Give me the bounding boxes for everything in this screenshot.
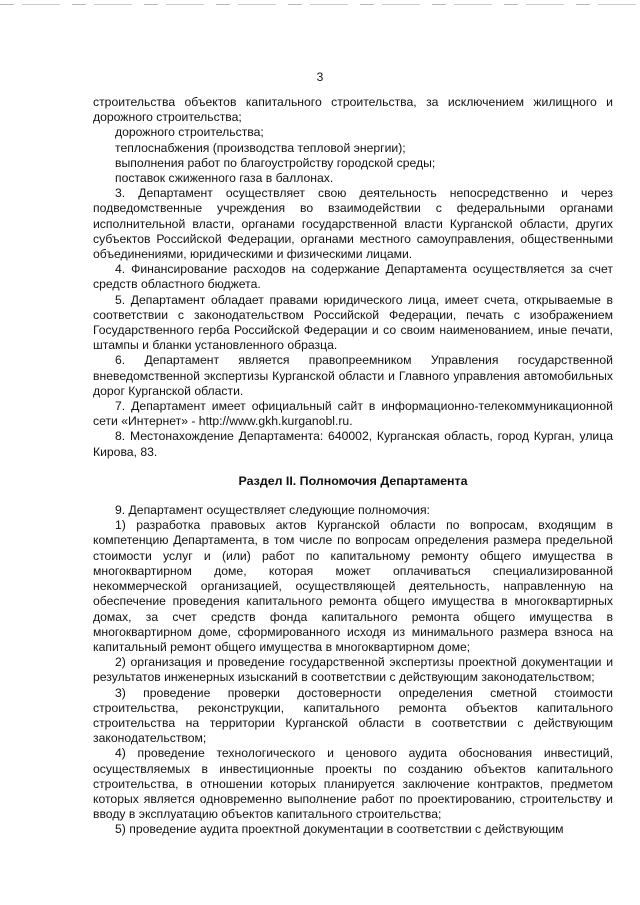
paragraph: 3. Департамент осуществляет свою деятельность непосредственно и через подведомственные учреждения во взаимодействии с федеральными органами исполнительной власти, органами государственной власти Курганской области, других субъектов Российской Федерации, органами местного самоуправления, общественными объединениями, юридическими и физическими лицами. bbox=[93, 186, 613, 262]
paragraph: 4) проведение технологического и ценового аудита обоснования инвестиций, осуществляемых в инвестиционные проекты по созданию объектов капитального строительства, в отношении которых планируется заключение контрактов, предметом которых является одновременно выполнение работ по проектированию, строительству и вводу в эксплуатацию объектов капитального строительства; bbox=[93, 746, 613, 822]
page-number: 3 bbox=[316, 70, 324, 84]
paragraphs-bottom bbox=[93, 503, 613, 837]
paragraphs-top bbox=[93, 95, 613, 460]
paragraph: 8. Местонахождение Департамента: 640002, Курганская область, город Курган, улица Кирова, 83. bbox=[93, 429, 613, 459]
paragraph: 7. Департамент имеет официальный сайт в информационно-телекоммуникационной сети «Интернет» - http://www.gkh.kurganobl.ru. bbox=[93, 399, 613, 429]
paragraph: 2) организация и проведение государственной экспертизы проектной документации и результатов инженерных изысканий в соответствии с действующим законодательством; bbox=[93, 655, 613, 685]
paragraph: 3) проведение проверки достоверности определения сметной стоимости строительства, реконструкции, капитального ремонта объектов капитального строительства на территории Курганской области в соответствии с действующим законодательством; bbox=[93, 685, 613, 746]
paragraph: 5. Департамент обладает правами юридического лица, имеет счета, открываемые в соответствии с законодательством Российской Федерации, печать с изображением Государственного герба Российской Федерации и со своим наименованием, иные печати, штампы и бланки установленного образца. bbox=[93, 292, 613, 353]
paragraph: теплоснабжения (производства тепловой энергии); bbox=[115, 140, 406, 155]
paragraph: 5) проведение аудита проектной документации в соответствии с действующим bbox=[115, 822, 564, 837]
paragraph: поставок сжиженного газа в баллонах. bbox=[115, 171, 334, 186]
paragraph: строительства объектов капитального строительства, за исключением жилищного и дорожного строительства; bbox=[93, 95, 613, 125]
paragraph: 6. Департамент является правопреемником Управления государственной вневедомственной экспертизы Курганской области и Главного управления автомобильных дорог Курганской области. bbox=[93, 353, 613, 398]
paragraph: 1) разработка правовых актов Курганской области по вопросам, входящим в компетенцию Департамента, в том числе по вопросам определения размера предельной стоимости услуг и (или) работ по капитальному ремонту общего имущества в многоквартирном доме, которая может оплачиваться специализированной некоммерческой организацией, осуществляющей деятельность, направленную на обеспечение проведения капитального ремонта общего имущества в многоквартирных домах, за счет средств фонда капитального ремонта общего имущества в многоквартирном доме, сформированного исходя из минимального размера взноса на капитальный ремонт общего имущества в многоквартирном доме; bbox=[93, 518, 613, 654]
paragraph: 4. Финансирование расходов на содержание Департамента осуществляется за счет средств областного бюджета. bbox=[93, 262, 613, 292]
document-body bbox=[93, 95, 613, 838]
paragraph: выполнения работ по благоустройству городской среды; bbox=[115, 155, 436, 170]
scan-edge-artifact bbox=[0, 4, 640, 5]
section-title: Раздел II. Полномочия Департамента bbox=[238, 473, 468, 488]
paragraph: дорожного строительства; bbox=[115, 125, 264, 140]
paragraph: 9. Департамент осуществляет следующие полномочия: bbox=[115, 503, 430, 518]
